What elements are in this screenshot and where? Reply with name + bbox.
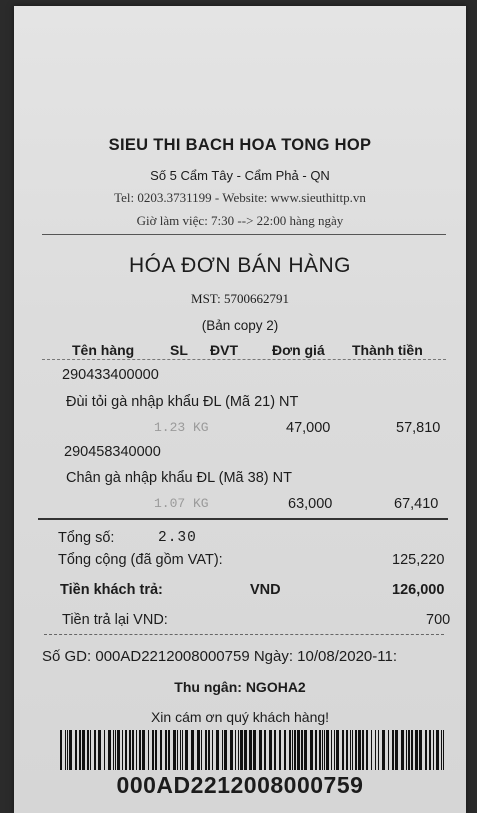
totals-divider	[44, 634, 444, 635]
barcode-bar	[212, 730, 213, 770]
barcode-bar	[331, 730, 332, 770]
barcode-bar	[125, 730, 127, 770]
barcode-bar	[441, 730, 442, 770]
barcode-bar	[222, 730, 223, 770]
barcode-bar	[60, 730, 62, 770]
barcode-bar	[289, 730, 291, 770]
barcode-bar	[415, 730, 418, 770]
barcode-bar	[429, 730, 431, 770]
barcode-bar	[216, 730, 219, 770]
barcode-bar	[279, 730, 281, 770]
barcode-bar	[173, 730, 176, 770]
barcode-bar	[350, 730, 351, 770]
barcode-bar	[98, 730, 101, 770]
barcode-bar	[269, 730, 272, 770]
barcode-bar	[155, 730, 157, 770]
item-code: 290458340000	[64, 444, 161, 460]
barcode-bar	[326, 730, 329, 770]
store-name: SIEU THI BACH HOA TONG HOP	[108, 136, 372, 154]
barcode-bar	[90, 730, 91, 770]
item-amount: 67,410	[394, 496, 439, 512]
barcode-bar	[168, 730, 170, 770]
barcode-bar	[224, 730, 227, 770]
transaction-line: Số GD: 000AD2212008000759 Ngày: 10/08/2020-11:	[42, 648, 397, 665]
barcode-bar	[208, 730, 210, 770]
barcode-bar	[108, 730, 111, 770]
barcode-bar	[336, 730, 339, 770]
col-qty: SL	[170, 342, 188, 358]
item-code: 290433400000	[62, 367, 159, 383]
cashier: Thu ngân: NGOHA2	[174, 679, 306, 695]
barcode-bar	[366, 730, 368, 770]
barcode-bar	[301, 730, 303, 770]
barcode-bar	[259, 730, 262, 770]
item-name: Chân gà nhập khẩu ĐL (Mã 38) NT	[66, 470, 292, 486]
barcode-bar	[165, 730, 167, 770]
barcode-bar	[346, 730, 348, 770]
barcode-bar	[419, 730, 422, 770]
barcode-bar	[230, 730, 233, 770]
barcode-bar	[352, 730, 353, 770]
item-price: 47,000	[286, 420, 331, 436]
item-count-label: Tổng số:	[58, 530, 115, 546]
barcode-bar	[129, 730, 131, 770]
item-name: Đùi tỏi gà nhập khẩu ĐL (Mã 21) NT	[66, 394, 299, 410]
barcode-bar	[132, 730, 134, 770]
barcode-bar	[197, 730, 200, 770]
barcode-bar	[436, 730, 439, 770]
barcode-bar	[324, 730, 325, 770]
paid-label: Tiền khách trả:	[60, 582, 163, 598]
barcode-bar	[185, 730, 188, 770]
barcode-bar	[235, 730, 236, 770]
barcode-bar	[395, 730, 398, 770]
barcode-bar	[382, 730, 385, 770]
header-divider	[42, 234, 446, 235]
barcode-bar	[334, 730, 335, 770]
paid-currency: VND	[250, 582, 281, 598]
total-value: 125,220	[392, 552, 445, 568]
item-price: 63,000	[288, 496, 333, 512]
store-contact: Tel: 0203.3731199 - Website: www.sieuthittp.vn	[114, 190, 366, 205]
barcode-bar	[378, 730, 379, 770]
barcode-bar	[319, 730, 321, 770]
barcode-bar	[294, 730, 296, 770]
col-unit: ĐVT	[210, 342, 238, 358]
total-label: Tổng cộng (đã gồm VAT):	[58, 552, 223, 568]
barcode-bar	[79, 730, 81, 770]
barcode-bar	[148, 730, 149, 770]
change-label: Tiền trả lại VND:	[62, 612, 168, 628]
barcode-bar	[136, 730, 137, 770]
item-qty: 1.23 KG	[154, 420, 209, 435]
barcode-bar	[322, 730, 323, 770]
barcode-bar	[182, 730, 183, 770]
receipt-title: HÓA ĐƠN BÁN HÀNG	[128, 254, 352, 277]
barcode-bar	[82, 730, 85, 770]
item-count-value: 2.30	[158, 530, 197, 546]
barcode-bar	[238, 730, 239, 770]
barcode	[60, 730, 446, 770]
barcode-bar	[362, 730, 364, 770]
item-amount: 57,810	[396, 420, 441, 436]
barcode-bar	[249, 730, 252, 770]
barcode-bar	[191, 730, 194, 770]
barcode-bar	[201, 730, 202, 770]
barcode-bar	[104, 730, 105, 770]
barcode-bar	[240, 730, 243, 770]
barcode-bar	[406, 730, 407, 770]
copy-note: (Bản copy 2)	[201, 318, 279, 333]
barcode-bar	[75, 730, 77, 770]
barcode-bar	[142, 730, 145, 770]
barcode-bar	[375, 730, 376, 770]
receipt-paper	[14, 6, 466, 813]
barcode-bar	[284, 730, 286, 770]
barcode-bar	[310, 730, 313, 770]
barcode-number: 000AD2212008000759	[116, 772, 364, 798]
barcode-bar	[122, 730, 123, 770]
table-header-divider	[42, 359, 446, 360]
barcode-bar	[388, 730, 389, 770]
col-amount: Thành tiền	[352, 342, 423, 358]
store-hours: Giờ làm việc: 7:30 --> 22:00 hàng ngày	[136, 213, 344, 228]
barcode-bar	[139, 730, 141, 770]
barcode-bar	[292, 730, 293, 770]
col-name: Tên hàng	[72, 342, 135, 358]
barcode-bar	[342, 730, 344, 770]
barcode-bar	[65, 730, 66, 770]
barcode-bar	[297, 730, 300, 770]
barcode-bar	[205, 730, 207, 770]
barcode-bar	[94, 730, 96, 770]
barcode-bar	[425, 730, 427, 770]
col-price: Đơn giá	[272, 342, 325, 358]
barcode-bar	[69, 730, 72, 770]
paid-value: 126,000	[392, 582, 445, 598]
barcode-bar	[113, 730, 114, 770]
barcode-bar	[87, 730, 89, 770]
barcode-bar	[253, 730, 256, 770]
barcode-bar	[115, 730, 116, 770]
barcode-bar	[408, 730, 410, 770]
barcode-bar	[117, 730, 120, 770]
barcode-bar	[392, 730, 394, 770]
barcode-bar	[358, 730, 361, 770]
barcode-bar	[315, 730, 317, 770]
items-divider	[38, 518, 448, 520]
barcode-bar	[401, 730, 404, 770]
thank-you-note: Xin cám ơn quý khách hàng!	[150, 709, 330, 725]
barcode-bar	[67, 730, 68, 770]
barcode-bar	[443, 730, 444, 770]
barcode-bar	[152, 730, 154, 770]
store-address: Số 5 Cẩm Tây - Cẩm Phả - QN	[150, 168, 330, 183]
barcode-bar	[304, 730, 307, 770]
barcode-bar	[411, 730, 413, 770]
barcode-bar	[355, 730, 357, 770]
change-value: 700	[426, 612, 451, 628]
barcode-bar	[160, 730, 162, 770]
barcode-bar	[177, 730, 178, 770]
item-qty: 1.07 KG	[154, 496, 209, 511]
barcode-bar	[244, 730, 247, 770]
barcode-bar	[433, 730, 434, 770]
barcode-bar	[264, 730, 266, 770]
tax-id: MST: 5700662791	[191, 291, 289, 306]
barcode-bar	[180, 730, 181, 770]
barcode-bar	[274, 730, 276, 770]
barcode-bar	[371, 730, 372, 770]
